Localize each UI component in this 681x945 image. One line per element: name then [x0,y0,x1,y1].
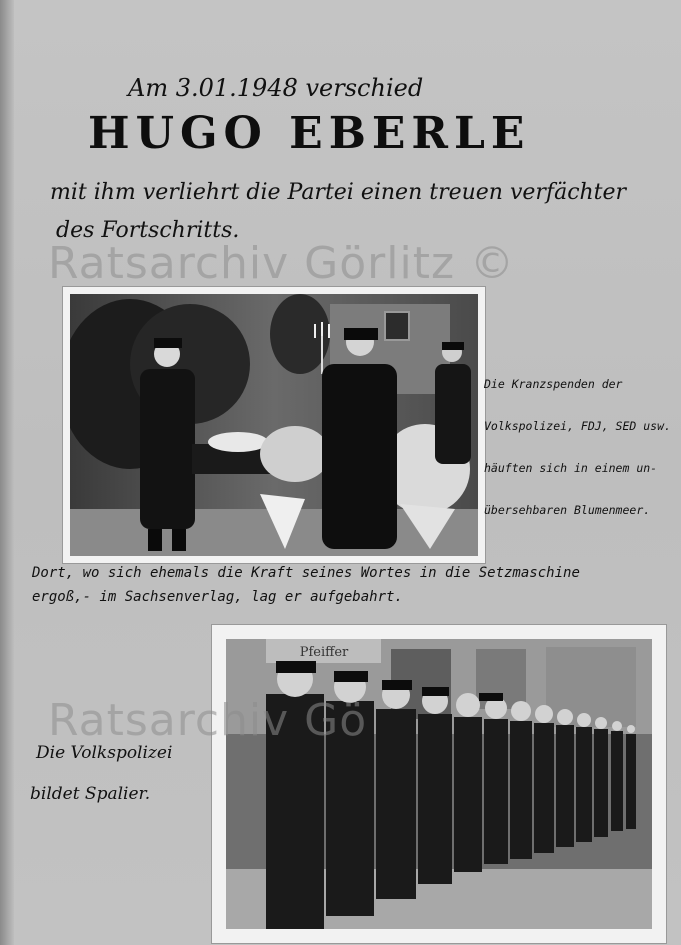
page-binding-edge [0,0,14,945]
photo1-caption-line: häuften sich in einem un- [484,461,658,475]
police-parade-image [226,639,652,929]
date-line: Am 3.01.1948 verschied [128,74,424,102]
archive-watermark-partial: Ratsarchiv Gö [48,695,368,746]
tribute-line-1: mit ihm verliehrt die Partei einen treuen verfächter [50,180,627,205]
tribute-line-2: des Fortschritts. [56,218,240,243]
photo1-caption-line: übersehbaren Blumenmeer. [484,503,651,517]
middle-text-line-1: Dort, wo sich ehemals die Kraft seines Wortes in die Setzmaschine [32,565,580,581]
photo2-caption-line-1: Die Volkspolizei [36,743,173,763]
photo2-caption-line-2: bildet Spalier. [30,784,151,804]
shop-sign-text: Pfeiffer [299,645,349,660]
photo1-caption-line: Die Kranzspenden der [484,377,623,391]
deceased-name: HUGO EBERLE [88,108,531,159]
archive-watermark: Ratsarchiv Görlitz © [48,238,516,289]
middle-text-line-2: ergoß,- im Sachsenverlag, lag er aufgebahrt. [32,589,403,605]
photo1-caption-line: Volkspolizei, FDJ, SED usw. [484,419,671,433]
photo-funeral-bier [63,287,485,563]
photo-police-parade [212,625,666,943]
funeral-scene-image [70,294,478,556]
photo1-caption [484,353,679,542]
